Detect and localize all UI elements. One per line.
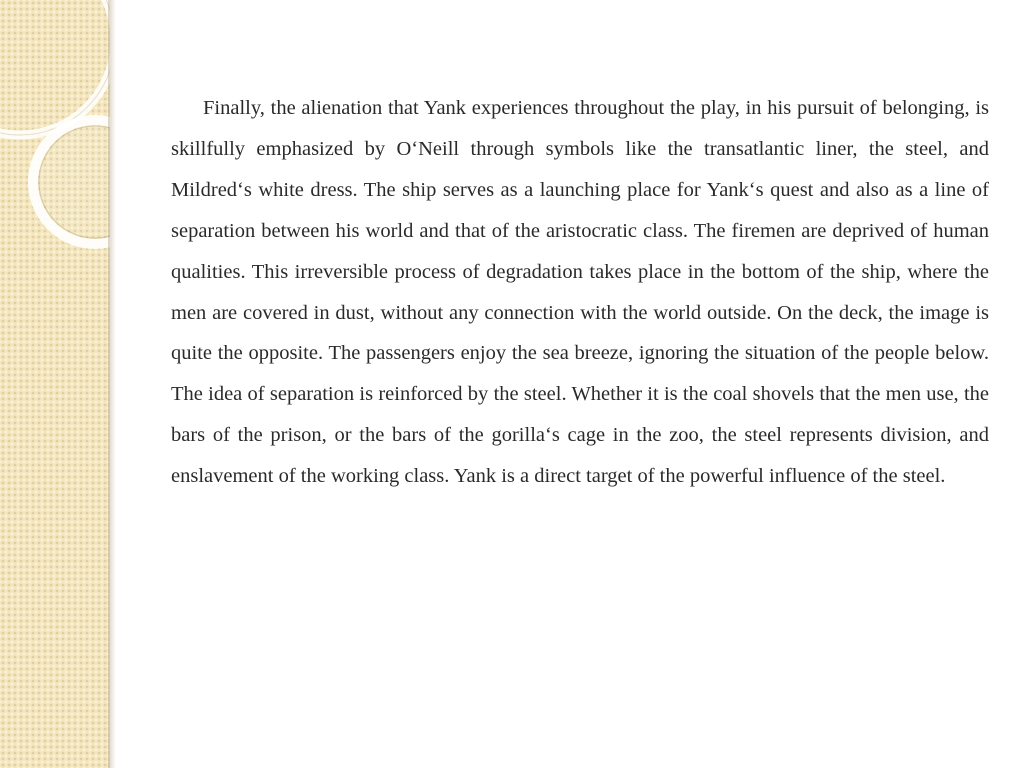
large-ring-shadow: [0, 0, 110, 135]
decorative-rings: [0, 0, 110, 768]
side-panel-edge-shadow: [108, 0, 116, 768]
medium-ring: [33, 120, 110, 244]
large-ring-arc: [0, 0, 110, 135]
body-paragraph: Finally, the alienation that Yank experiences throughout the play, in his pursuit of belonging, is skillfully emphasized by O‘Neill through symbols like the transatlantic liner, the steel, and Mildred‘s white dress. The ship serves as a launching place for Yank‘s quest and also as a line of separation between his world and that of the aristocratic class. The firemen are deprived of human qualities. This irreversible process of degradation takes place in the bottom of the ship, where the men are covered in dust, without any connection with the world outside. On the deck, the image is quite the opposite. The passengers enjoy the sea breeze, ignoring the situation of the people below. The idea of separation is reinforced by the steel. Whether it is the coal shovels that the men use, the bars of the prison, or the bars of the gorilla‘s cage in the zoo, the steel represents division, and enslavement of the working class. Yank is a direct target of the powerful influence of the steel.: [171, 97, 989, 488]
decorative-side-panel: [0, 0, 110, 768]
